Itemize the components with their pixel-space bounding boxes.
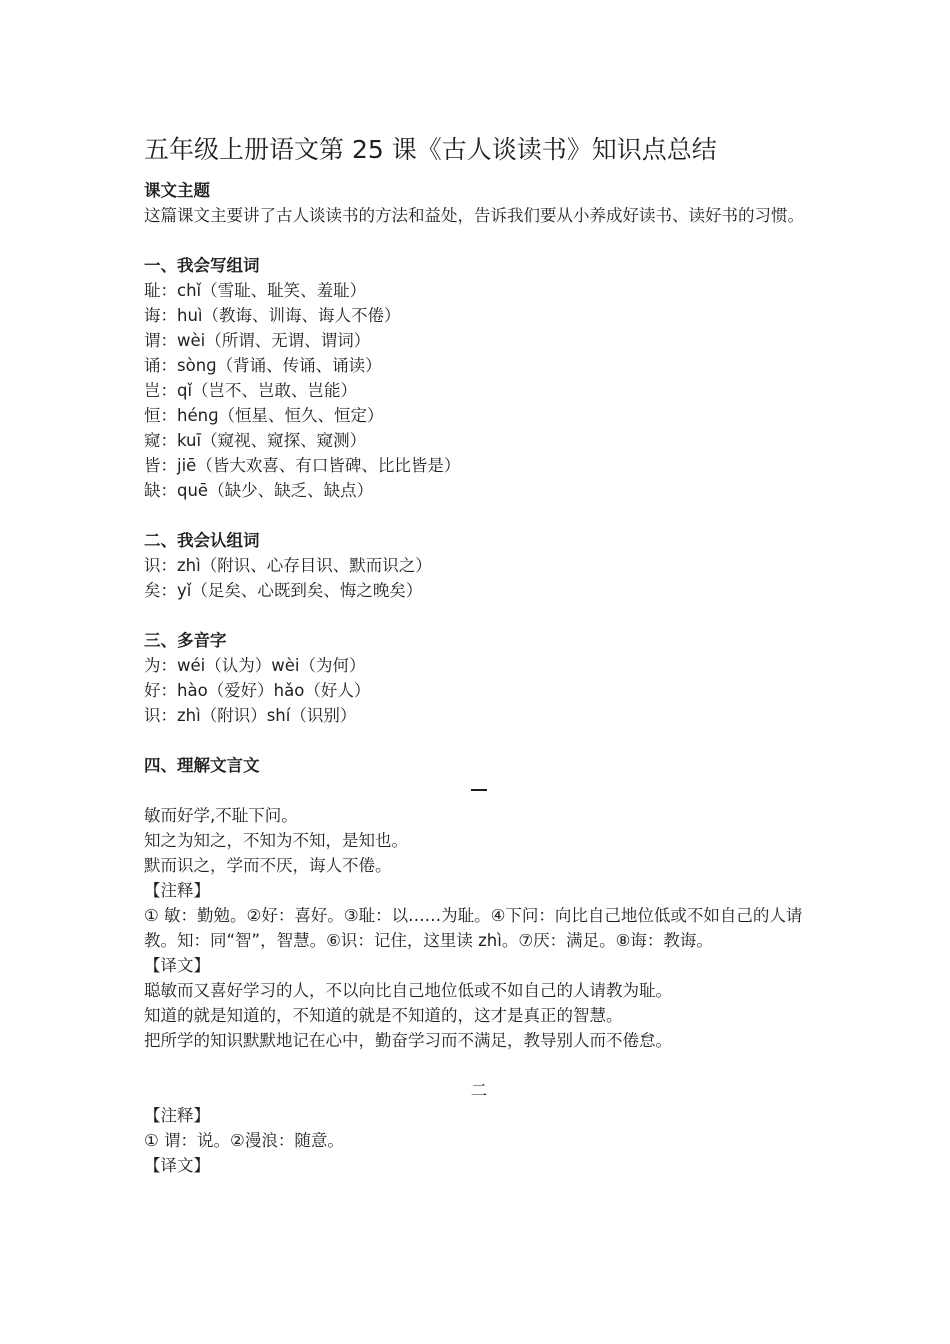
list-item: 谓：wèi（所谓、无谓、谓词） [144,331,371,350]
classical-heading: 四、理解文言文 [144,756,260,775]
list-item: 识：zhì（附识、心存目识、默而识之） [144,556,432,575]
write-words-heading: 一、我会写组词 [144,256,260,275]
spacer [144,228,814,253]
list-item: 岂：qǐ（岂不、岂敢、岂能） [144,381,358,400]
list-item: 为：wéi（认为）wèi（为何） [144,656,366,675]
translation-line: 知道的就是知道的，不知道的就是不知道的，这才是真正的智慧。 [144,1006,623,1025]
list-item: 好：hào（爱好）hǎo（好人） [144,681,371,700]
translation-line: 聪敏而又喜好学习的人，不以向比自己地位低或不如自己的人请教为耻。 [144,981,672,1000]
list-item: 诵：sònɡ（背诵、传诵、诵读） [144,356,382,375]
list-item: 窥：kuī（窥视、窥探、窥测） [144,431,367,450]
classical-text-line: 默而识之，学而不厌，诲人不倦。 [144,856,392,875]
document-page [144,130,814,1178]
list-item: 耻：chǐ（雪耻、耻笑、羞耻） [144,281,367,300]
classical-text-line: 敏而好学,不耻下问。 [144,806,298,825]
spacer [144,728,814,753]
classical-text-line: 知之为知之，不知为不知，是知也。 [144,831,408,850]
notes-text: ① 谓：说。②漫浪：随意。 [144,1131,344,1150]
list-item: 诲：huì（教诲、训诲、诲人不倦） [144,306,401,325]
section-one-mark [471,789,487,791]
list-item: 皆：jiē（皆大欢喜、有口皆碑、比比皆是） [144,456,461,475]
translation-label: 【译文】 [144,956,210,975]
theme-body: 这篇课文主要讲了古人谈读书的方法和益处，告诉我们要从小养成好读书、读好书的习惯。 [144,206,804,225]
section-two-label: 二 [470,1081,488,1100]
notes-label: 【注释】 [144,1106,210,1125]
translation-line: 把所学的知识默默地记在心中，勤奋学习而不满足，教导别人而不倦怠。 [144,1031,672,1050]
translation-label: 【译文】 [144,1156,210,1175]
list-item: 缺：quē（缺少、缺乏、缺点） [144,481,374,500]
list-item: 识：zhì（附识）shí（识别） [144,706,357,725]
page-title: 五年级上册语文第 25 课《古人谈读书》知识点总结 [144,135,717,164]
list-item: 恒：hénɡ（恒星、恒久、恒定） [144,406,384,425]
read-words-heading: 二、我会认组词 [144,531,260,550]
list-item: 矣：yǐ（足矣、心既到矣、悔之晚矣） [144,581,423,600]
spacer [144,1053,814,1078]
notes-label: 【注释】 [144,881,210,900]
polyphones-heading: 三、多音字 [144,631,227,650]
theme-heading: 课文主题 [144,181,210,200]
spacer [144,603,814,628]
spacer [144,503,814,528]
notes-text: ① 敏：勤勉。②好：喜好。③耻：以……为耻。④下问：向比自己地位低或不如自己的人请教。知：同“智”，智慧。⑥识：记住，这里读 zhì。⑦厌：满足。⑧诲：教诲。 [144,906,803,950]
